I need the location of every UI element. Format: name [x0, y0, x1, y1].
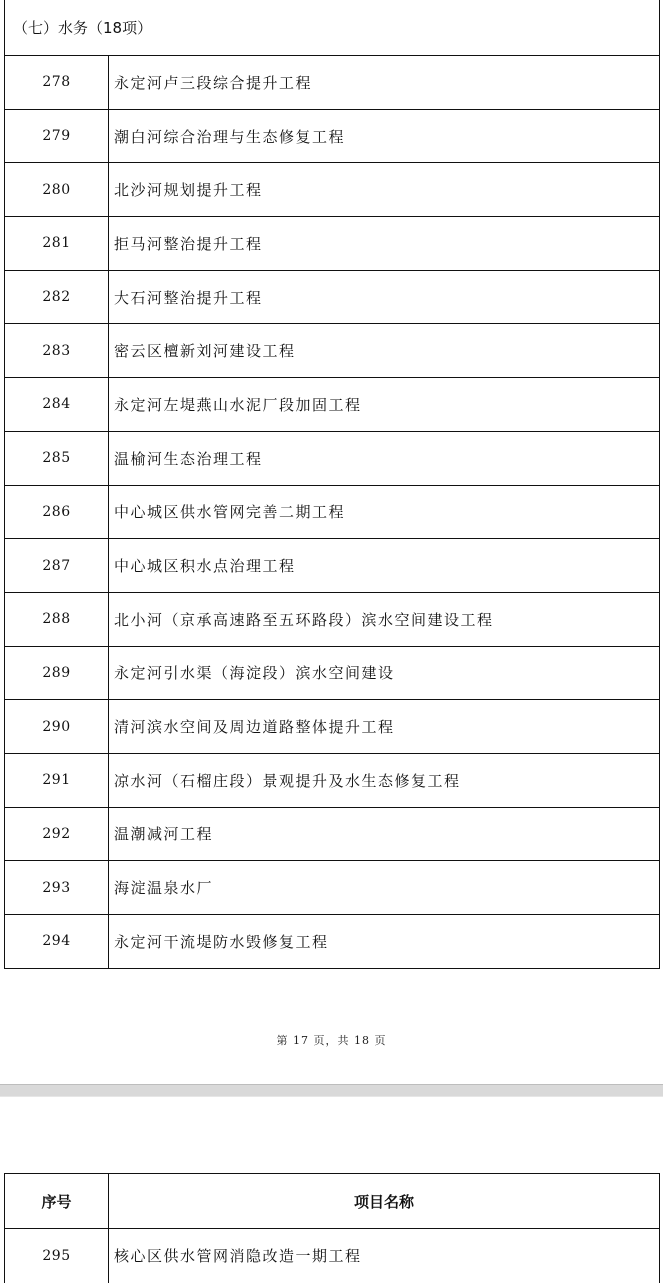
- table-row: [5, 861, 660, 915]
- serial-number-cell: 288: [5, 592, 109, 646]
- serial-number-cell: 280: [5, 163, 109, 217]
- project-name-cell: 温榆河生态治理工程: [109, 431, 660, 485]
- table-row: [5, 1229, 660, 1283]
- project-name-cell: 拒马河整治提升工程: [109, 217, 660, 271]
- project-name-cell: 北沙河规划提升工程: [109, 163, 660, 217]
- table-row: [5, 270, 660, 324]
- project-name-cell: 核心区供水管网消隐改造一期工程: [109, 1229, 660, 1283]
- serial-number-cell: 291: [5, 753, 109, 807]
- table-row: [5, 646, 660, 700]
- project-name-cell: 永定河引水渠（海淀段）滨水空间建设: [109, 646, 660, 700]
- table-row: [5, 753, 660, 807]
- serial-number-cell: 282: [5, 270, 109, 324]
- project-name-cell: 北小河（京承高速路至五环路段）滨水空间建设工程: [109, 592, 660, 646]
- project-table-continued: [4, 1173, 660, 1283]
- table-row: [5, 56, 660, 110]
- project-name-cell: 永定河干流堤防水毁修复工程: [109, 915, 660, 969]
- serial-number-cell: 279: [5, 109, 109, 163]
- serial-number-cell: 294: [5, 915, 109, 969]
- table-row: [5, 217, 660, 271]
- project-name-cell: 凉水河（石榴庄段）景观提升及水生态修复工程: [109, 753, 660, 807]
- section-header-row: [5, 0, 660, 56]
- table-header-row: [5, 1174, 660, 1229]
- project-name-cell: 潮白河综合治理与生态修复工程: [109, 109, 660, 163]
- serial-number-cell: 292: [5, 807, 109, 861]
- table-row: [5, 592, 660, 646]
- table-row: [5, 109, 660, 163]
- project-name-cell: 永定河左堤燕山水泥厂段加固工程: [109, 378, 660, 432]
- serial-number-cell: 289: [5, 646, 109, 700]
- serial-number-cell: 283: [5, 324, 109, 378]
- table-row: [5, 378, 660, 432]
- project-name-cell: 大石河整治提升工程: [109, 270, 660, 324]
- project-name-cell: 清河滨水空间及周边道路整体提升工程: [109, 700, 660, 754]
- serial-number-cell: 295: [5, 1229, 109, 1283]
- header-project-name: 项目名称: [109, 1174, 660, 1229]
- serial-number-cell: 290: [5, 700, 109, 754]
- table-row: [5, 700, 660, 754]
- project-name-cell: 密云区檀新刘河建设工程: [109, 324, 660, 378]
- table-row: [5, 915, 660, 969]
- serial-number-cell: 286: [5, 485, 109, 539]
- table-row: [5, 539, 660, 593]
- serial-number-cell: 287: [5, 539, 109, 593]
- header-serial-number: 序号: [5, 1174, 109, 1229]
- page-separator: [0, 1084, 663, 1097]
- document-page-18: [0, 1097, 663, 1284]
- serial-number-cell: 281: [5, 217, 109, 271]
- project-table: [4, 0, 660, 969]
- project-name-cell: 中心城区供水管网完善二期工程: [109, 485, 660, 539]
- serial-number-cell: 293: [5, 861, 109, 915]
- table-row: [5, 485, 660, 539]
- table-row: [5, 807, 660, 861]
- table-row: [5, 431, 660, 485]
- project-name-cell: 海淀温泉水厂: [109, 861, 660, 915]
- table-row: [5, 163, 660, 217]
- serial-number-cell: 284: [5, 378, 109, 432]
- project-name-cell: 温潮减河工程: [109, 807, 660, 861]
- page-footer: 第 17 页，共 18 页: [276, 1034, 387, 1047]
- serial-number-cell: 285: [5, 431, 109, 485]
- serial-number-cell: 278: [5, 56, 109, 110]
- table-row: [5, 324, 660, 378]
- section-title: （七）水务（18项）: [5, 0, 660, 56]
- project-name-cell: 永定河卢三段综合提升工程: [109, 56, 660, 110]
- project-name-cell: 中心城区积水点治理工程: [109, 539, 660, 593]
